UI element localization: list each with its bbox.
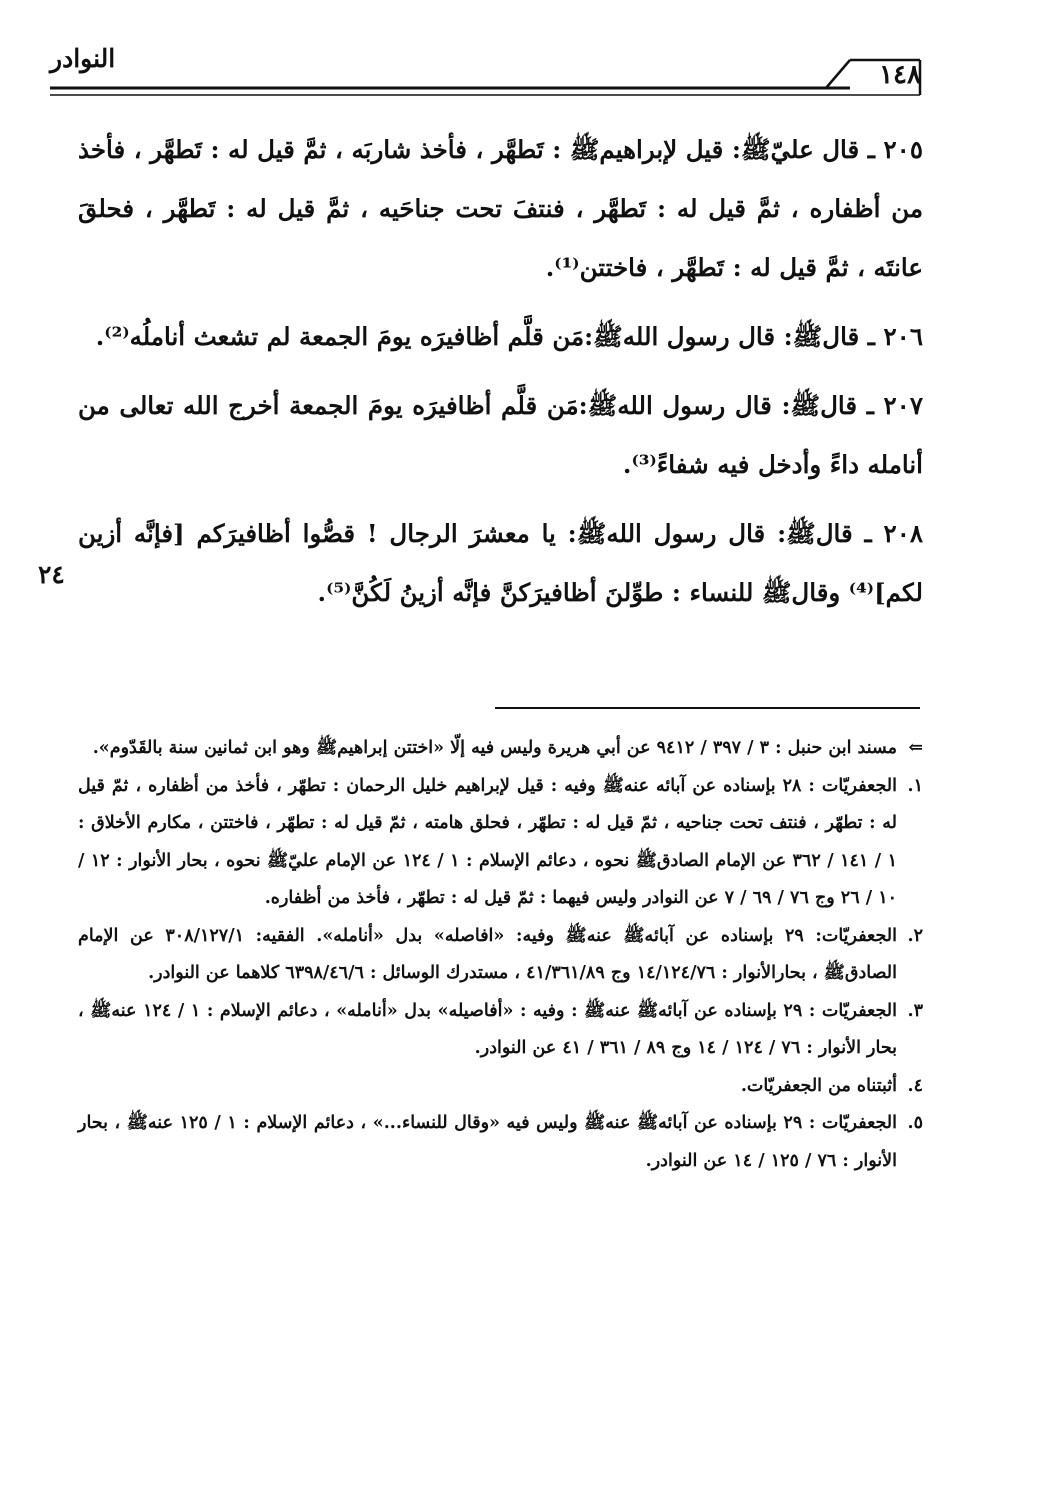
page-number-slant [826, 60, 850, 88]
hadith-number: ٢٠٨ ـ [864, 519, 924, 548]
hadith-text: :مَن قلَّم أظافيرَه يومَ الجمعة أخرج الله تعالى من أنامله داءً وأدخل فيه شفاءً⁽³⁾. [78, 391, 923, 479]
hadith-speaker: قالﷺ: قال رسول اللهﷺ [587, 391, 858, 420]
hadith-number: ٢٠٦ ـ [867, 322, 923, 351]
footnote-item [78, 993, 923, 1068]
footnote-number: ٤. [907, 1075, 923, 1096]
footnote-item [78, 1068, 923, 1106]
footnotes-separator [495, 707, 920, 709]
footnote-item [78, 768, 923, 918]
hadith-speaker: قال عليّ [770, 135, 860, 164]
hadith-206 [78, 307, 923, 366]
footnote-number: ٣. [907, 1000, 923, 1021]
hadith-207 [78, 376, 923, 494]
footnote-item [78, 1105, 923, 1180]
page-number: ١٤٨ [879, 60, 921, 90]
footnote-text: الجعفريّات : ٢٩ بإسناده عن آبائهﷺ عنهﷺ وليس فيه «وقال للنساء...» ، دعائم الإسلام : ١ / ١٢٥ عنهﷺ ، بحار الأنوار : ٧٦ / ١٢٥ / ١٤ عن النوادر. [78, 1113, 897, 1171]
hadith-text: : يا معشرَ الرجال ! قصُّوا أظافيرَكم [فإنَّه أزين لكم]⁽⁴⁾ وقالﷺ للنساء : طوِّلنَ أظافيرَكنَّ فإنَّه أزينُ لَكُنَّ⁽⁵⁾. [78, 519, 923, 607]
hadith-number: ٢٠٧ ـ [866, 391, 923, 420]
footnote-item [78, 730, 923, 768]
footnote-number: ٥. [907, 1113, 923, 1133]
header-rules [0, 0, 1041, 110]
hadith-205 [78, 120, 923, 297]
footnote-marker: ⇐ [908, 738, 923, 758]
footnote-text: أثبتناه من الجعفريّات. [740, 1075, 897, 1096]
hadith-208 [78, 504, 923, 622]
footnote-text: مسند ابن حنبل : ٣ / ٣٩٧ / ٩٤١٢ عن أبي هريرة وليس فيه إلّا «اختتن إبراهيمﷺ وهو ابن ثمانين سنة بالقَدّوم». [92, 738, 897, 758]
hadith-number: ٢٠٥ ـ [867, 135, 923, 164]
footnote-text: الجعفريّات : ٢٨ بإسناده عن آبائه عنهﷺ وفيه : قيل لإبراهيم خليل الرحمان : تطهّر ، فأخذ من أظفاره ، ثمّ قيل له : تطهّر ، فنتف تحت جناحيه ، ثمّ قيل له : تطهّر ، فحلق هامته ، ثمّ قيل له : تطهّر ، فاختتن ، مكارم الأخلاق : ١ / ١٤١ / ٣٦٢ عن الإمام الصادقﷺ نحوه ، دعائم الإسلام : ١ / ١٢٤ عن الإمام عليّﷺ نحوه ، بحار الأنوار : ١٢ / ١٠ / ٢٦ وج ٧٦ / ٦٩ / ٧ عن النوادر وليس فيهما : ثمّ قيل له : تطهّر ، فأخذ من أظفاره. [78, 775, 898, 908]
footnote-text: الجعفريّات : ٢٩ بإسناده عن آبائهﷺ عنهﷺ : وفيه : «أفاصيله» بدل «أنامله» ، دعائم الإسلام : ١ / ١٢٤ عنهﷺ ، بحار الأنوار : ٧٦ / ١٢٤ / ١٤ وج ٨٩ / ٣٦١ / ٤١ عن النوادر. [78, 1000, 897, 1058]
running-title: النوادر [50, 44, 116, 73]
hadith-speaker: قالﷺ: قال رسول اللهﷺ [576, 519, 853, 548]
hadith-speaker: قالﷺ: قال رسول اللهﷺ [593, 322, 860, 351]
margin-number: ٢٤ [38, 560, 65, 589]
footnote-number: ١. [907, 775, 923, 796]
footnote-item [78, 918, 923, 993]
footnotes [78, 730, 923, 1180]
footnote-text: الجعفريّات: ٢٩ بإسناده عن آبائهﷺ عنهﷺ وفيه: «افاصله» بدل «أنامله». الفقيه: ٣٠٨/١٢٧/١ عن الإمام الصادقﷺ ، بحارالأنوار : ١٤/١٢٤/٧٦ وج ٤١/٣٦١/٨٩ ، مستدرك الوسائل : ٦٣٩٨/٤٦/٦ كلاهما عن النوادر. [78, 925, 897, 983]
hadith-text: ﷺ: قيل لإبراهيمﷺ : تَطهَّر ، فأخذ شاربَه ، ثمَّ قيل له : تَطهَّر ، فأخذ من أظفاره ، ثمَّ قيل له : تَطهَّر ، فنتفَ تحت جناحَيه ، ثمَّ قيل له : تَطهَّر ، فحلقَ عانتَه ، ثمَّ قيل له : تَطهَّر ، فاختتن⁽¹⁾. [78, 135, 923, 282]
hadith-text: :مَن قلَّم أظافيرَه يومَ الجمعة لم تشعث أناملُه⁽²⁾. [95, 322, 594, 351]
main-text [78, 120, 923, 632]
footnote-number: ٢. [907, 925, 923, 946]
